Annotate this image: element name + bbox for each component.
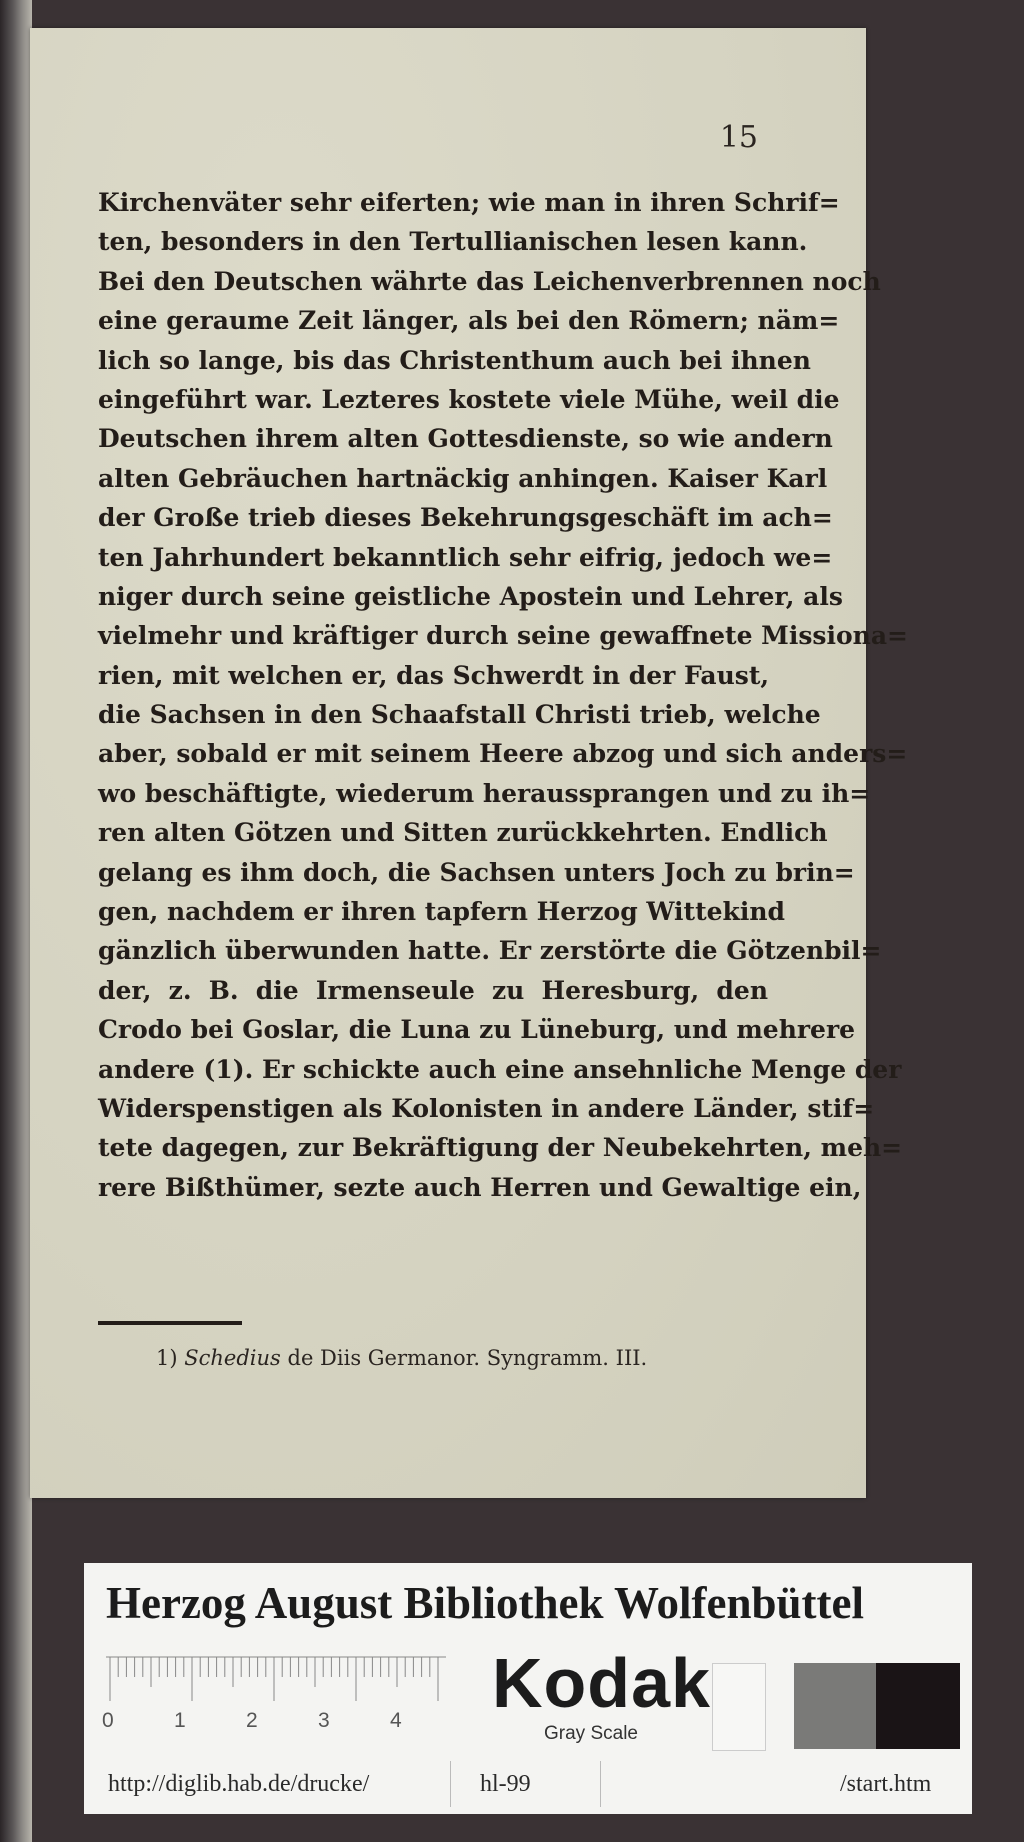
url-divider <box>600 1761 601 1807</box>
url-shelfmark: hl-99 <box>480 1771 531 1797</box>
text-line: gen, nachdem er ihren tapfern Herzog Wittekind <box>98 897 785 927</box>
book-spine <box>0 0 32 1842</box>
ruler-number: 1 <box>174 1709 186 1732</box>
footnote <box>156 1346 647 1370</box>
gray-patch-black <box>876 1663 960 1749</box>
text-line: Deutschen ihrem alten Gottesdienste, so wie andern <box>98 424 833 454</box>
library-name: Herzog August Bibliothek Wolfenbüttel <box>106 1578 864 1628</box>
text-line: ten, besonders in den Tertullianischen lesen kann. <box>98 227 808 257</box>
ruler-number: 2 <box>246 1709 258 1732</box>
text-line: Kirchenväter sehr eiferten; wie man in ihren Schrif= <box>98 188 840 217</box>
text-line: Bei den Deutschen währte das Leichenverbrennen noch <box>98 266 881 296</box>
text-line: die Sachsen in den Schaafstall Christi trieb, welche <box>98 700 821 730</box>
footnote-author: Schedius <box>184 1346 281 1370</box>
text-line: Crodo bei Goslar, die Luna zu Lüneburg, und mehrere <box>98 1015 856 1045</box>
text-line: wo beschäftigte, wiederum heraussprangen und zu ih= <box>98 778 871 808</box>
text-line: gänzlich überwunden hatte. Er zerstörte die Götzenbil= <box>98 936 882 966</box>
text-line: gelang es ihm doch, die Sachsen unters Joch zu brin= <box>98 857 855 887</box>
ruler-number: 0 <box>102 1709 114 1732</box>
book-page <box>30 28 908 1498</box>
text-line: rien, mit welchen er, das Schwerdt in der Faust, <box>98 660 770 690</box>
url-base: http://diglib.hab.de/drucke/ <box>108 1771 370 1797</box>
page-number: 15 <box>719 120 758 155</box>
text-line: alten Gebräuchen hartnäckig anhingen. Kaiser Karl <box>98 463 828 493</box>
text-line: der, z. B. die Irmenseule zu Heresburg, den <box>98 975 768 1005</box>
text-line: eingeführt war. Lezteres kostete viele Mühe, weil die <box>98 384 840 414</box>
ruler-number: 3 <box>318 1709 330 1732</box>
text-line: lich so lange, bis das Christenthum auch bei ihnen <box>98 345 811 375</box>
gray-scale-label: Gray Scale <box>544 1723 638 1744</box>
text-line: eine geraume Zeit länger, als bei den Römern; näm= <box>98 306 840 336</box>
gray-patch-white <box>712 1663 766 1751</box>
text-line: andere (1). Er schickte auch eine ansehnliche Menge der <box>98 1054 902 1084</box>
text-line: vielmehr und kräftiger durch seine gewaffnete Missiona= <box>98 621 908 651</box>
footnote-marker: 1) <box>156 1346 178 1370</box>
ruler-scale <box>106 1655 446 1703</box>
text-line: niger durch seine geistliche Apostein und Lehrer, als <box>98 581 843 611</box>
color-target-card <box>84 1563 972 1814</box>
body-text <box>98 183 908 1207</box>
text-line: rere Bißthümer, sezte auch Herren und Gewaltige ein, <box>98 1172 862 1202</box>
text-line: Widerspenstigen als Kolonisten in andere Länder, stif= <box>98 1093 875 1123</box>
kodak-logo: Kodak <box>492 1644 711 1722</box>
footnote-reference: de Diis Germanor. Syngramm. III. <box>287 1346 648 1370</box>
gray-patch-mid <box>794 1663 876 1749</box>
footnote-rule <box>98 1321 242 1325</box>
url-divider <box>450 1761 451 1807</box>
text-line: tete dagegen, zur Bekräftigung der Neubekehrten, meh= <box>98 1133 903 1163</box>
ruler-number: 4 <box>390 1709 402 1732</box>
text-line: aber, sobald er mit seinem Heere abzog und sich anders= <box>98 739 908 769</box>
text-line: ren alten Götzen und Sitten zurückkehrten. Endlich <box>98 818 828 848</box>
text-line: der Große trieb dieses Bekehrungsgeschäft im ach= <box>98 503 833 533</box>
text-line: ten Jahrhundert bekanntlich sehr eifrig, jedoch we= <box>98 542 833 572</box>
url-suffix: /start.htm <box>840 1771 932 1797</box>
